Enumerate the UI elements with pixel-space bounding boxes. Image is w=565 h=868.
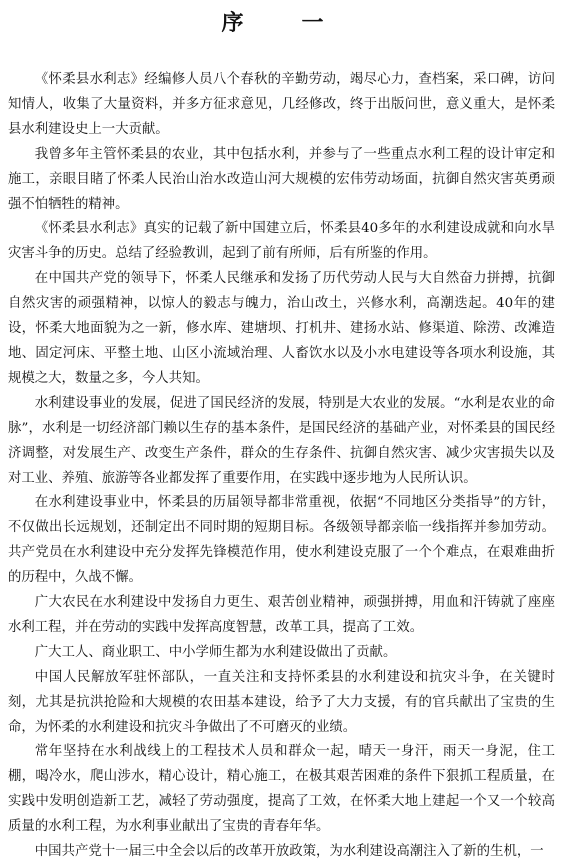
paragraph-4: 在中国共产党的领导下，怀柔人民继承和发扬了历代劳动人民与大自然奋力拼搏，抗御自然灾害的顽强精神，以惊人的毅志与魄力，治山改土，兴修水利，高潮迭起。40年的建设，怀柔大地面貌为之一新，修水库、建塘坝、打机井、建扬水站、修渠道、除涝、改滩造地、固定河床、平整土地、山区小流域治理、人畜饮水以及小水电建设等各项水利设施，其规模之大，数量之多，今人共知。 — [8, 271, 555, 386]
body-text — [8, 68, 555, 865]
paragraph-6: 在水利建设事业中，怀柔县的历届领导都非常重视，依据“不同地区分类指导”的方针，不仅做出长远规划，还制定出不同时期的短期目标。各级领导都亲临一线指挥并参加劳动。共产党员在水利建设中充分发挥先锋模范作用，使水利建设克服了一个个难点，在艰难曲折的历程中，久战不懈。 — [8, 495, 555, 586]
paragraph-11: 中国共产党十一届三中全会以后的改革开放政策，为水利建设高潮注入了新的生机，一 — [34, 844, 544, 860]
paragraph-1: 《怀柔县水利志》经编修人员八个春秋的辛勤劳动，竭尽心力，查档案，采口碑，访问知情人，收集了大量资料，并多方征求意见，几经修改，终于出版问世，意义重大，是怀柔县水利建设史上一大贡献。 — [8, 72, 555, 137]
paragraph-7: 广大农民在水利建设中发扬自力更生、艰苦创业精神，顽强拼搏，用血和汗铸就了座座水利工程，并在劳动的实践中发挥高度智慧，改革工具，提高了工效。 — [8, 595, 555, 635]
paragraph-5: 水利建设事业的发展，促进了国民经济的发展，特别是大农业的发展。“水利是农业的命脉”，水利是一切经济部门赖以生存的基本条件，是国民经济的基础产业，对怀柔县的国民经济调整，对发展生产、改变生产条件，群众的生存条件、抗御自然灾害、减少灾害损失以及对工业、养殖、旅游等各业都发挥了重要作用，在实践中逐步地为人民所认识。 — [8, 395, 555, 486]
paragraph-2: 我曾多年主管怀柔县的农业，其中包括水利，并参与了一些重点水利工程的设计审定和施工，亲眼目睹了怀柔人民治山治水改造山河大规模的宏伟劳动场面，抗御自然灾害英勇顽强不怕牺牲的精神。 — [8, 146, 555, 212]
page-title: 序 一 — [221, 10, 342, 36]
paragraph-8: 广大工人、商业职工、中小学师生都为水利建设做出了贡献。 — [34, 644, 397, 660]
paragraph-9: 中国人民解放军驻怀部队，一直关注和支持怀柔县的水利建设和抗灾斗争，在关键时刻，尤其是抗洪抢险和大规模的农田基本建设，给予了大力支援，有的官兵献出了宝贵的生命，为怀柔的水利建设和抗灾斗争做出了不可磨灭的业绩。 — [8, 669, 555, 735]
paragraph-10: 常年坚持在水利战线上的工程技术人员和群众一起，晴天一身汗，雨天一身泥，住工棚，喝冷水，爬山涉水，精心设计，精心施工，在极其艰苦困难的条件下狠抓工程质量，在实践中发明创造新工艺，减轻了劳动强度，提高了工效，在怀柔大地上建起一个又一个较高质量的水利工程，为水利事业献出了宝贵的青春年华。 — [8, 744, 555, 835]
paragraph-3: 《怀柔县水利志》真实的记载了新中国建立后，怀柔县40多年的水利建设成就和向水旱灾害斗争的历史。总结了经验教训，起到了前有所师，后有所鉴的作用。 — [8, 221, 555, 262]
